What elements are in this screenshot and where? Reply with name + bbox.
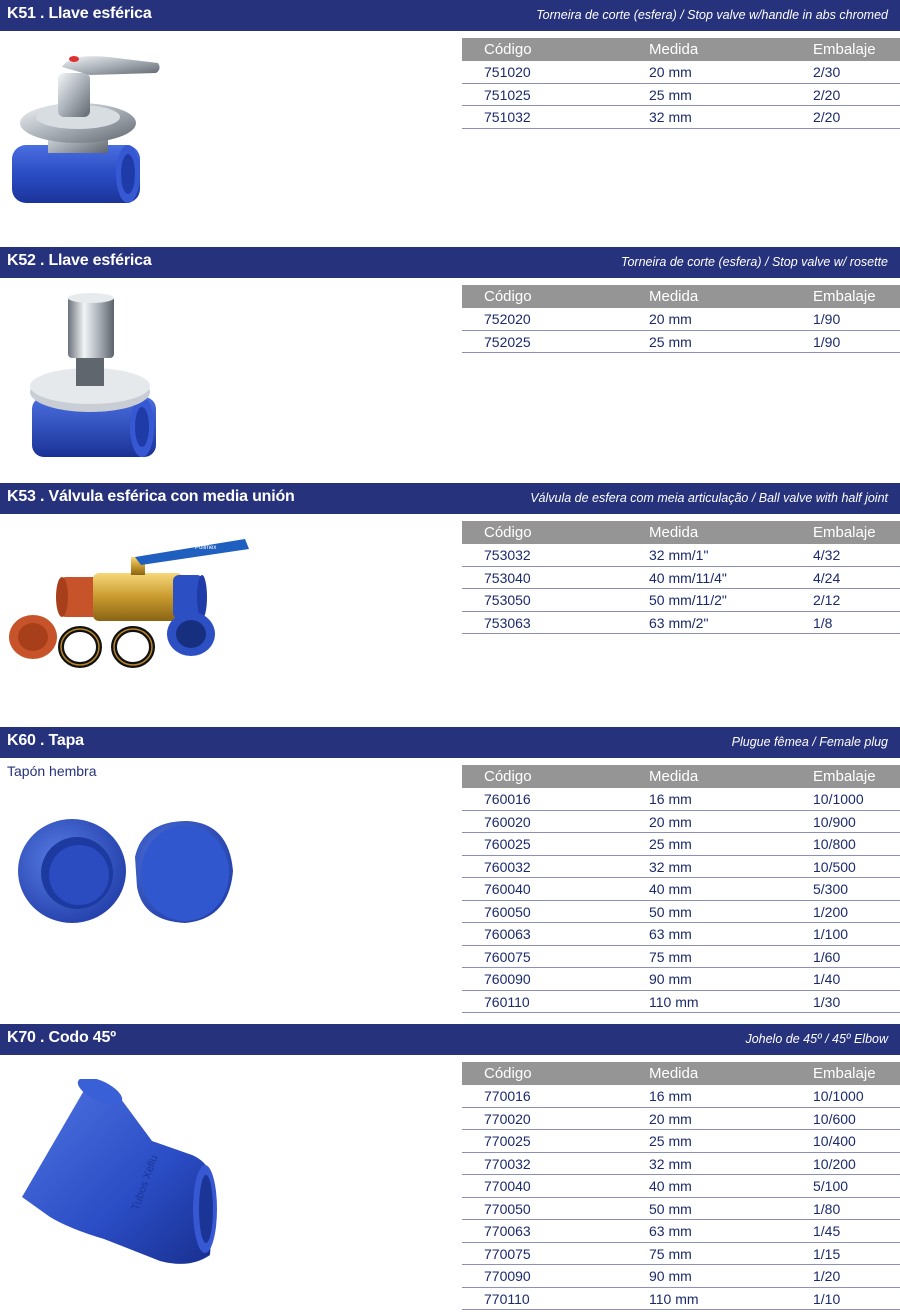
svg-text:Polimex: Polimex [195, 545, 217, 551]
cell-pack: 2/30 [813, 64, 841, 80]
section-title: K60 . Tapa [7, 732, 84, 749]
cell-pack: 1/20 [813, 1268, 841, 1284]
section-subtitle: Plugue fêmea / Female plug [731, 735, 888, 749]
column-header-code: Código [484, 768, 532, 785]
table-row [462, 1130, 900, 1153]
table-row [462, 567, 900, 590]
cell-size: 50 mm/11/2" [649, 592, 727, 608]
table-row [462, 1085, 900, 1108]
elbow-45-image [20, 1079, 220, 1269]
column-header-size: Medida [649, 1065, 699, 1082]
column-header-size: Medida [649, 41, 699, 58]
column-header-code: Código [484, 288, 532, 305]
cell-size: 25 mm [649, 333, 692, 350]
cell-code: 770050 [484, 1200, 531, 1217]
table-row [462, 811, 900, 834]
cell-pack: 10/800 [813, 836, 856, 852]
product-table [462, 765, 900, 1013]
cell-code: 753040 [484, 569, 531, 586]
cell-code: 760020 [484, 813, 531, 830]
cell-pack: 4/24 [813, 569, 841, 586]
cell-code: 751032 [484, 109, 531, 125]
cell-size: 110 mm [649, 1290, 699, 1307]
table-row [462, 833, 900, 856]
cell-size: 20 mm [649, 813, 692, 830]
cell-code: 760063 [484, 926, 531, 942]
cell-size: 16 mm [649, 1088, 692, 1104]
cell-pack: 10/200 [813, 1155, 856, 1172]
cell-size: 110 mm [649, 993, 699, 1010]
section-title: K51 . Llave esférica [7, 5, 152, 22]
product-table [462, 285, 900, 353]
cell-pack: 5/100 [813, 1178, 849, 1194]
section-subtitle: Torneira de corte (esfera) / Stop valve w/ rosette [620, 255, 888, 269]
cell-size: 63 mm [649, 1223, 692, 1239]
table-row [462, 1153, 900, 1176]
cell-size: 25 mm [649, 86, 692, 103]
table-row [462, 612, 900, 635]
cell-code: 770110 [484, 1290, 530, 1307]
table-header [462, 521, 900, 544]
cell-code: 760075 [484, 948, 531, 965]
cell-size: 20 mm [649, 64, 692, 80]
cell-size: 32 mm [649, 1155, 692, 1172]
cell-pack: 1/40 [813, 971, 841, 987]
cell-code: 760032 [484, 858, 531, 875]
column-header-pack: Embalaje [813, 41, 876, 58]
cell-size: 32 mm [649, 109, 692, 125]
cell-code: 753063 [484, 614, 531, 631]
cell-pack: 10/400 [813, 1133, 856, 1149]
column-header-code: Código [484, 41, 532, 58]
table-row [462, 991, 900, 1014]
cell-code: 752020 [484, 311, 531, 327]
cell-code: 770063 [484, 1223, 531, 1239]
table-row [462, 1198, 900, 1221]
cell-pack: 10/1000 [813, 1088, 864, 1104]
table-row [462, 878, 900, 901]
section-subtitle: Torneira de corte (esfera) / Stop valve w/handle in abs chromed [536, 8, 888, 22]
cell-pack: 1/10 [813, 1290, 841, 1307]
svg-text:Tubos Xellu: Tubos Xellu [129, 1153, 161, 1213]
cell-size: 40 mm [649, 881, 692, 897]
cell-pack: 1/45 [813, 1223, 841, 1239]
cell-size: 75 mm [649, 1245, 692, 1262]
cell-size: 25 mm [649, 1133, 692, 1149]
table-header [462, 1062, 900, 1085]
cell-code: 770040 [484, 1178, 531, 1194]
section-title: K53 . Válvula esférica con media unión [7, 488, 295, 505]
column-header-size: Medida [649, 288, 699, 305]
section-header-bar [0, 727, 900, 758]
table-row [462, 84, 900, 107]
table-row [462, 788, 900, 811]
cell-code: 752025 [484, 333, 531, 350]
table-row [462, 106, 900, 129]
cell-code: 751025 [484, 86, 531, 103]
cell-pack: 1/60 [813, 948, 841, 965]
cell-code: 770020 [484, 1110, 531, 1127]
cell-pack: 1/8 [813, 614, 833, 631]
section-header-bar [0, 247, 900, 278]
column-header-pack: Embalaje [813, 524, 876, 541]
cell-pack: 1/30 [813, 993, 841, 1010]
cell-size: 75 mm [649, 948, 692, 965]
cell-pack: 5/300 [813, 881, 849, 897]
cell-pack: 1/15 [813, 1245, 841, 1262]
section-subtitle: Johelo de 45º / 45º Elbow [745, 1032, 888, 1046]
cell-pack: 10/500 [813, 858, 856, 875]
section-header-bar [0, 0, 900, 31]
cell-code: 753050 [484, 592, 531, 608]
cell-size: 40 mm [649, 1178, 692, 1194]
cell-code: 760016 [484, 791, 531, 807]
cell-code: 770075 [484, 1245, 531, 1262]
cell-code: 760040 [484, 881, 531, 897]
product-table [462, 38, 900, 129]
stop-valve-rosette-image [28, 292, 168, 462]
table-row [462, 331, 900, 354]
cell-pack: 1/90 [813, 311, 841, 327]
cell-code: 760025 [484, 836, 531, 852]
cell-code: 751020 [484, 64, 531, 80]
cell-size: 16 mm [649, 791, 692, 807]
cell-pack: 10/900 [813, 813, 856, 830]
table-row [462, 544, 900, 567]
table-row [462, 61, 900, 84]
cell-code: 760110 [484, 993, 530, 1010]
table-row [462, 946, 900, 969]
cell-pack: 2/12 [813, 592, 841, 608]
cell-pack: 1/200 [813, 903, 849, 920]
cell-code: 770032 [484, 1155, 531, 1172]
cell-size: 50 mm [649, 1200, 692, 1217]
cell-pack: 1/80 [813, 1200, 841, 1217]
product-note: Tapón hembra [7, 763, 97, 779]
table-header [462, 38, 900, 61]
cell-code: 770025 [484, 1133, 531, 1149]
cell-pack: 10/1000 [813, 791, 864, 807]
product-table [462, 521, 900, 634]
section-subtitle: Válvula de esfera com meia articulação / Ball valve with half joint [530, 491, 888, 505]
table-row [462, 901, 900, 924]
cell-pack: 1/90 [813, 333, 841, 350]
cell-code: 760050 [484, 903, 531, 920]
column-header-pack: Embalaje [813, 768, 876, 785]
ball-valve-half-joint-image [5, 535, 255, 685]
cell-size: 20 mm [649, 311, 692, 327]
cell-size: 25 mm [649, 836, 692, 852]
table-row [462, 1265, 900, 1288]
cell-size: 32 mm/1" [649, 547, 709, 563]
cell-pack: 2/20 [813, 109, 841, 125]
table-row [462, 308, 900, 331]
table-row [462, 923, 900, 946]
column-header-size: Medida [649, 768, 699, 785]
section-header-bar [0, 1024, 900, 1055]
cell-code: 770090 [484, 1268, 531, 1284]
table-row [462, 589, 900, 612]
cell-size: 20 mm [649, 1110, 692, 1127]
column-header-pack: Embalaje [813, 1065, 876, 1082]
table-row [462, 1243, 900, 1266]
cell-pack: 10/600 [813, 1110, 856, 1127]
cell-size: 90 mm [649, 971, 692, 987]
column-header-code: Código [484, 1065, 532, 1082]
product-table [462, 1062, 900, 1310]
cell-size: 50 mm [649, 903, 692, 920]
cell-code: 760090 [484, 971, 531, 987]
table-row [462, 856, 900, 879]
column-header-pack: Embalaje [813, 288, 876, 305]
cell-pack: 2/20 [813, 86, 841, 103]
cell-size: 63 mm [649, 926, 692, 942]
section-header-bar [0, 483, 900, 514]
female-plug-caps-image [15, 817, 240, 927]
cell-size: 40 mm/11/4" [649, 569, 727, 586]
cell-code: 770016 [484, 1088, 531, 1104]
table-row [462, 1175, 900, 1198]
cell-pack: 4/32 [813, 547, 841, 563]
cell-size: 90 mm [649, 1268, 692, 1284]
cell-pack: 1/100 [813, 926, 849, 942]
column-header-size: Medida [649, 524, 699, 541]
table-row [462, 1220, 900, 1243]
section-title: K70 . Codo 45º [7, 1029, 116, 1046]
stop-valve-chromed-handle-image [10, 45, 170, 220]
section-title: K52 . Llave esférica [7, 252, 152, 269]
cell-size: 63 mm/2" [649, 614, 709, 631]
column-header-code: Código [484, 524, 532, 541]
table-row [462, 1108, 900, 1131]
table-header [462, 765, 900, 788]
cell-code: 753032 [484, 547, 531, 563]
cell-size: 32 mm [649, 858, 692, 875]
table-row [462, 968, 900, 991]
table-row [462, 1288, 900, 1311]
table-header [462, 285, 900, 308]
